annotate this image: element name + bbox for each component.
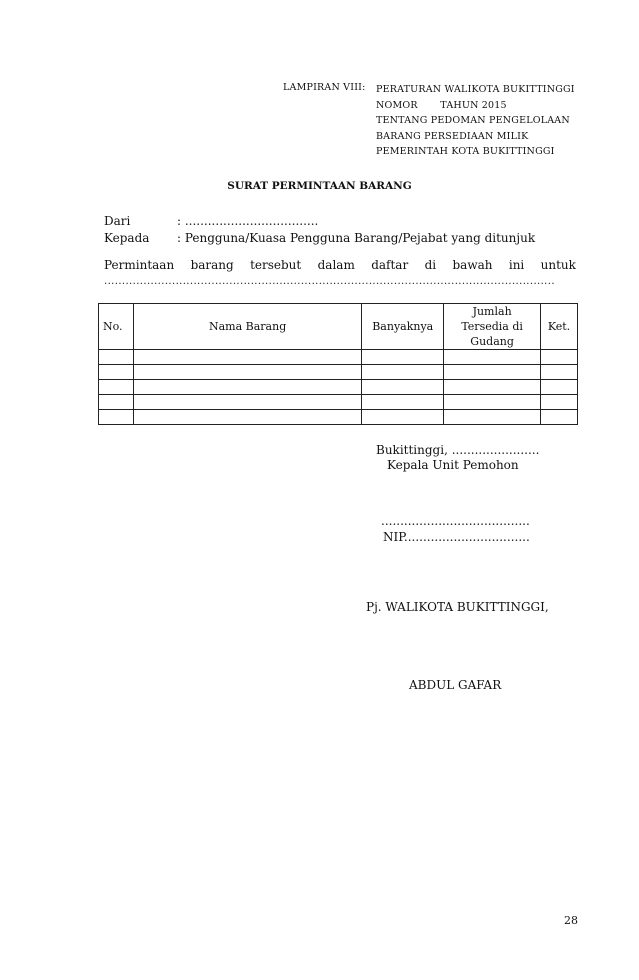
table-row — [99, 380, 578, 395]
lampiran-label: LAMPIRAN VIII: — [283, 82, 366, 93]
header-jumlah-tersedia — [444, 304, 541, 350]
place-date: Bukittinggi, ....................... — [376, 443, 540, 457]
cell-no — [99, 350, 134, 365]
cell-ket — [541, 380, 578, 395]
purpose-word: bawah — [452, 258, 493, 272]
reference-line-nomor: NOMOR TAHUN 2015 — [376, 99, 507, 111]
purpose-dotted-line: .............................................................................................................................. — [104, 276, 555, 287]
cell-no — [99, 410, 134, 425]
cell-jumlah — [444, 380, 541, 395]
purpose-word: dalam — [317, 258, 355, 272]
cell-no — [99, 380, 134, 395]
purpose-word: untuk — [540, 258, 576, 272]
cell-jumlah — [444, 395, 541, 410]
cell-banyak — [362, 410, 444, 425]
pemohon-nip: NIP................................. — [383, 530, 530, 544]
pemohon-role: Kepala Unit Pemohon — [387, 458, 519, 472]
reference-line-peraturan: PERATURAN WALIKOTA BUKITTINGGI — [376, 84, 575, 95]
header-jumlah-line: Jumlah — [472, 305, 512, 318]
header-nama-barang: Nama Barang — [133, 304, 361, 350]
dari-row — [0, 214, 639, 230]
document-title: SURAT PERMINTAAN BARANG — [227, 180, 412, 192]
cell-nama — [133, 380, 361, 395]
cell-nama — [133, 410, 361, 425]
cell-jumlah — [444, 410, 541, 425]
cell-banyak — [362, 395, 444, 410]
table-row — [99, 365, 578, 380]
cell-ket — [541, 410, 578, 425]
cell-nama — [133, 365, 361, 380]
purpose-word: di — [424, 258, 437, 272]
header-banyaknya: Banyaknya — [362, 304, 444, 350]
cell-banyak — [362, 365, 444, 380]
reference-line-tentang: TENTANG PEDOMAN PENGELOLAAN — [376, 115, 570, 126]
items-table — [98, 303, 578, 425]
purpose-word: daftar — [371, 258, 409, 272]
walikota-title: Pj. WALIKOTA BUKITTINGGI, — [366, 600, 549, 614]
header-ket: Ket. — [541, 304, 578, 350]
lampiran-reference — [376, 82, 575, 160]
cell-ket — [541, 365, 578, 380]
cell-jumlah — [444, 365, 541, 380]
cell-ket — [541, 395, 578, 410]
table-row — [99, 395, 578, 410]
cell-no — [99, 365, 134, 380]
page-number: 28 — [564, 914, 578, 927]
purpose-word: Permintaan — [104, 258, 175, 272]
purpose-word: barang — [190, 258, 234, 272]
kepada-label: Kepada — [104, 231, 150, 245]
cell-jumlah — [444, 350, 541, 365]
header-jumlah-line: Tersedia di — [461, 320, 523, 333]
pemohon-name-line: ....................................... — [381, 514, 530, 528]
reference-line-barang: BARANG PERSEDIAAN MILIK — [376, 130, 529, 142]
dari-label: Dari — [104, 214, 131, 228]
cell-nama — [133, 395, 361, 410]
table-row — [99, 410, 578, 425]
dari-value: : ................................... — [177, 214, 319, 228]
walikota-name: ABDUL GAFAR — [409, 678, 502, 692]
cell-banyak — [362, 380, 444, 395]
cell-ket — [541, 350, 578, 365]
reference-line-pemerintah: PEMERINTAH KOTA BUKITTINGGI — [376, 146, 555, 157]
cell-banyak — [362, 350, 444, 365]
table-row — [99, 350, 578, 365]
purpose-sentence — [104, 258, 576, 272]
header-jumlah-line: Gudang — [470, 335, 514, 348]
kepada-row — [0, 231, 639, 247]
cell-no — [99, 395, 134, 410]
cell-nama — [133, 350, 361, 365]
header-no: No. — [99, 304, 134, 350]
table-header-row — [99, 304, 578, 350]
kepada-value: : Pengguna/Kuasa Pengguna Barang/Pejabat yang ditunjuk — [177, 231, 536, 245]
purpose-word: ini — [508, 258, 525, 272]
purpose-word: tersebut — [250, 258, 302, 272]
